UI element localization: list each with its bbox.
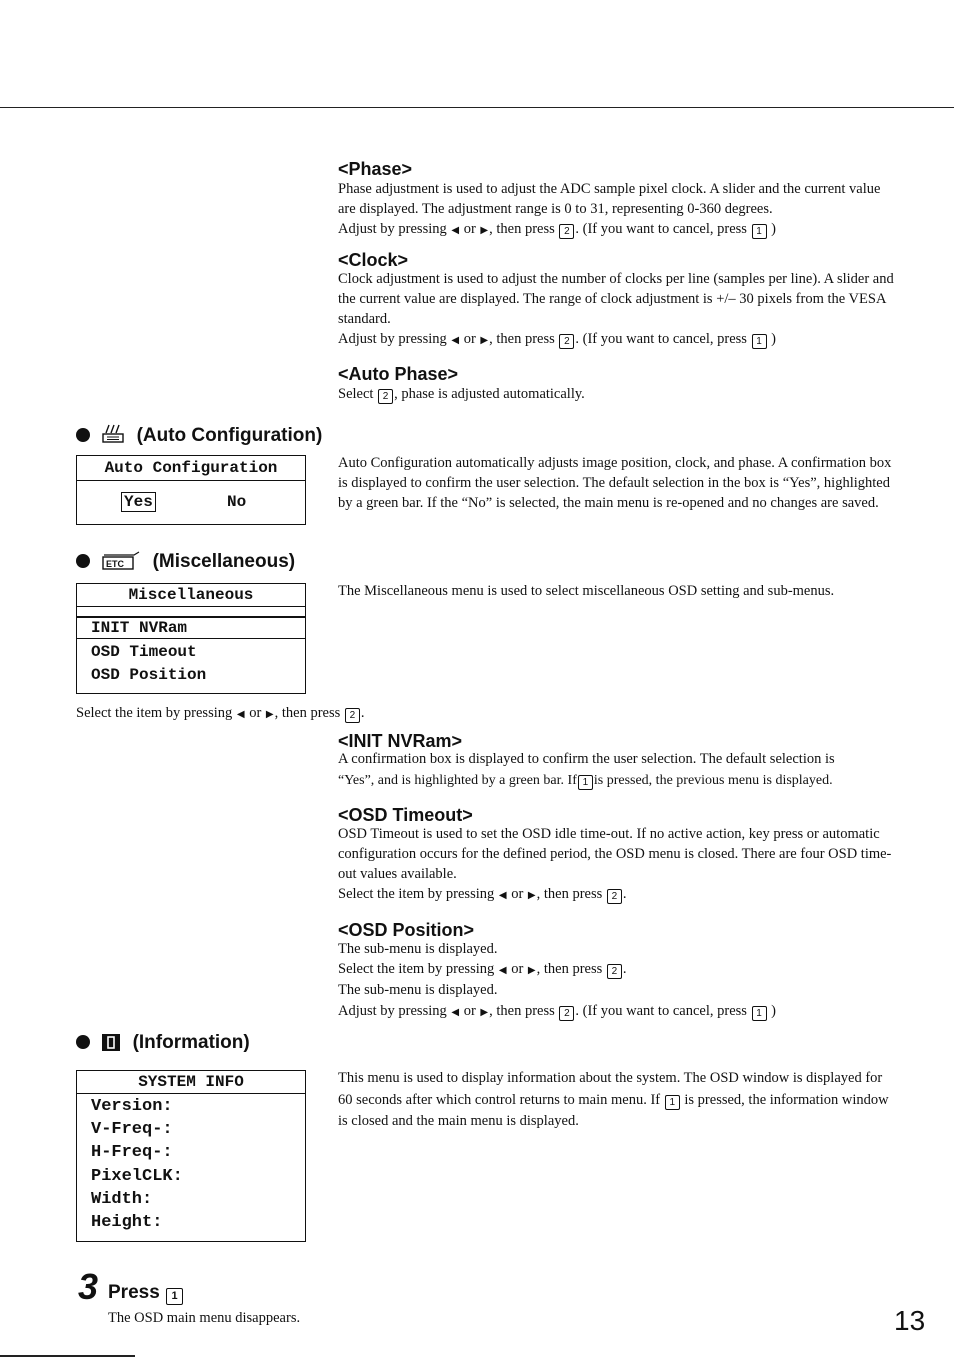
auto-phase-heading: <Auto Phase> [338, 364, 459, 384]
auto-configuration-heading [76, 423, 322, 447]
text: or [463, 1003, 476, 1019]
text: . (If you want to cancel, press [575, 221, 747, 237]
information-description [338, 1068, 898, 1133]
text: Press [108, 1282, 160, 1303]
osd-timeout-description: OSD Timeout is used to set the OSD idle time-out. If no active action, key press or automatic configuration occurs for the defined period, the OSD menu is closed. There are four OSD time-out values available. [338, 826, 892, 882]
text: . [622, 886, 627, 902]
right-arrow-icon: ▶ [480, 335, 489, 346]
information-icon [101, 1032, 121, 1052]
text: (Miscellaneous) [152, 551, 296, 572]
text: , then press [536, 961, 603, 977]
text: or [463, 221, 476, 237]
system-info-box [76, 1070, 306, 1242]
text: is pressed, the information window is closed and the main menu is displayed. [338, 1091, 889, 1129]
info-version: Version: [91, 1097, 173, 1116]
text: (Information) [132, 1032, 250, 1053]
right-arrow-icon: ▶ [527, 890, 536, 901]
miscellaneous-heading [76, 551, 295, 573]
text: , then press [536, 886, 603, 902]
key-1-icon: 1 [752, 1006, 767, 1021]
phase-heading: <Phase> [338, 159, 413, 179]
text: , phase is adjusted automatically. [394, 386, 585, 402]
osd-position-select-line [338, 959, 898, 981]
key-1-icon: 1 [752, 334, 767, 349]
text: Select the item by pressing [338, 961, 495, 977]
key-2-icon: 2 [559, 224, 574, 239]
key-1-icon: 1 [665, 1095, 680, 1110]
bullet-icon [76, 428, 90, 442]
text: Adjust by pressing [338, 1003, 447, 1019]
text: or [511, 886, 524, 902]
osd-position-line3: The sub-menu is displayed. [338, 982, 498, 998]
auto-config-menu-box [76, 455, 306, 525]
key-1-icon: 1 [166, 1288, 183, 1305]
auto-phase-description [338, 384, 898, 404]
text: or [511, 961, 524, 977]
auto-config-box-title: Auto Configuration [77, 456, 305, 481]
clock-description: Clock adjustment is used to adjust the number of clocks per line (samples per line). A slider and the current value are displayed. The range of clock adjustment is +/– 30 pixels from the VESA standard. [338, 271, 894, 327]
bullet-icon [76, 1035, 90, 1049]
init-nvram-line2 [338, 771, 898, 791]
osd-timeout-select-line [338, 884, 898, 906]
key-2-icon: 2 [559, 334, 574, 349]
text: or [463, 331, 476, 347]
right-arrow-icon: ▶ [480, 225, 489, 236]
init-nvram-heading: <INIT NVRam> [338, 731, 463, 751]
osd-position-line1: The sub-menu is displayed. [338, 941, 498, 957]
text: ) [771, 1003, 777, 1019]
osd-position-adjust-line [338, 1001, 898, 1023]
right-arrow-icon: ▶ [480, 1007, 489, 1018]
text: is pressed, the previous menu is displayed. [593, 773, 833, 788]
key-2-icon: 2 [345, 708, 360, 723]
top-rule [0, 107, 954, 108]
left-arrow-icon: ◀ [498, 890, 507, 901]
misc-description: The Miscellaneous menu is used to select miscellaneous OSD setting and sub-menus. [338, 583, 835, 599]
text: Select the item by pressing [338, 886, 495, 902]
right-arrow-icon: ▶ [527, 965, 536, 976]
key-2-icon: 2 [378, 389, 393, 404]
misc-etc-icon [101, 551, 141, 571]
auto-config-icon [101, 423, 125, 445]
bottom-rule [0, 1355, 135, 1357]
system-info-title: SYSTEM INFO [77, 1071, 305, 1094]
info-width: Width: [91, 1189, 153, 1209]
info-pixelclk: PixelCLK: [91, 1166, 183, 1186]
key-2-icon: 2 [607, 964, 622, 979]
text: Select the item by pressing [76, 705, 233, 721]
page-number: 13 [894, 1305, 926, 1336]
menu-item-init-nvram: INIT NVRam [91, 619, 188, 637]
phase-description: Phase adjustment is used to adjust the ADC sample pixel clock. A slider and the current value are displayed. The adjustment range is 0 to 31, representing 0-360 degrees. [338, 181, 881, 217]
step-description: The OSD main menu disappears. [108, 1310, 301, 1326]
text: ) [771, 221, 777, 237]
left-arrow-icon: ◀ [498, 965, 507, 976]
bullet-icon [76, 554, 90, 568]
text: , then press [489, 1003, 555, 1019]
clock-adjust-line [338, 329, 898, 351]
text: . [360, 705, 365, 721]
clock-heading: <Clock> [338, 250, 409, 270]
text: . (If you want to cancel, press [575, 1003, 747, 1019]
no-option[interactable]: No [227, 493, 247, 511]
key-2-icon: 2 [607, 889, 622, 904]
text: Adjust by pressing [338, 221, 447, 237]
svg-text:ETC: ETC [106, 559, 125, 569]
info-height: Height: [91, 1213, 163, 1233]
info-h-freq: H-Freq-: [91, 1143, 173, 1163]
text: or [249, 705, 262, 721]
osd-timeout-heading: <OSD Timeout> [338, 805, 473, 825]
text: . (If you want to cancel, press [575, 331, 747, 347]
init-nvram-line1: A confirmation box is displayed to confirm the user selection. The default selection is [338, 751, 835, 767]
system-info-list [91, 1095, 183, 1234]
text: Adjust by pressing [338, 331, 447, 347]
text: , then press [274, 705, 341, 721]
menu-item-osd-timeout[interactable]: OSD Timeout [91, 643, 197, 661]
text: , then press [489, 221, 555, 237]
left-arrow-icon: ◀ [451, 225, 460, 236]
key-1-icon: 1 [752, 224, 767, 239]
text: This menu is used to display information about the system. The OSD window is displayed for 60 seconds after which control returns to main menu. If [338, 1070, 883, 1108]
step-number: 3 [78, 1266, 99, 1307]
key-2-icon: 2 [559, 1006, 574, 1021]
information-heading [76, 1032, 250, 1054]
text: , then press [489, 331, 555, 347]
step-press-line [108, 1282, 184, 1305]
misc-select-line [76, 703, 576, 725]
menu-item-osd-position[interactable]: OSD Position [91, 666, 207, 684]
misc-menu-box [76, 583, 306, 694]
osd-position-heading: <OSD Position> [338, 920, 475, 940]
yes-option[interactable]: Yes [121, 492, 156, 512]
text: . [622, 961, 627, 977]
text: (Auto Configuration) [136, 425, 323, 446]
text: ) [771, 331, 777, 347]
right-arrow-icon: ▶ [265, 709, 274, 720]
left-arrow-icon: ◀ [236, 709, 245, 720]
info-v-freq: V-Freq-: [91, 1120, 173, 1140]
misc-selected-row[interactable] [77, 618, 305, 639]
auto-config-description: Auto Configuration automatically adjusts image position, clock, and phase. A confirmation box is displayed to confirm the user selection. The default selection in the box is “Yes”, highlighted by a green bar. If the “No” is selected, the main menu is re-opened and no changes are saved. [338, 455, 892, 511]
text: “Yes”, and is highlighted by a green bar. If [338, 773, 577, 788]
left-arrow-icon: ◀ [451, 1007, 460, 1018]
left-arrow-icon: ◀ [451, 335, 460, 346]
phase-adjust-line [338, 219, 898, 241]
key-1-icon: 1 [578, 775, 593, 790]
misc-box-title: Miscellaneous [77, 584, 305, 607]
text: Select [338, 386, 374, 402]
